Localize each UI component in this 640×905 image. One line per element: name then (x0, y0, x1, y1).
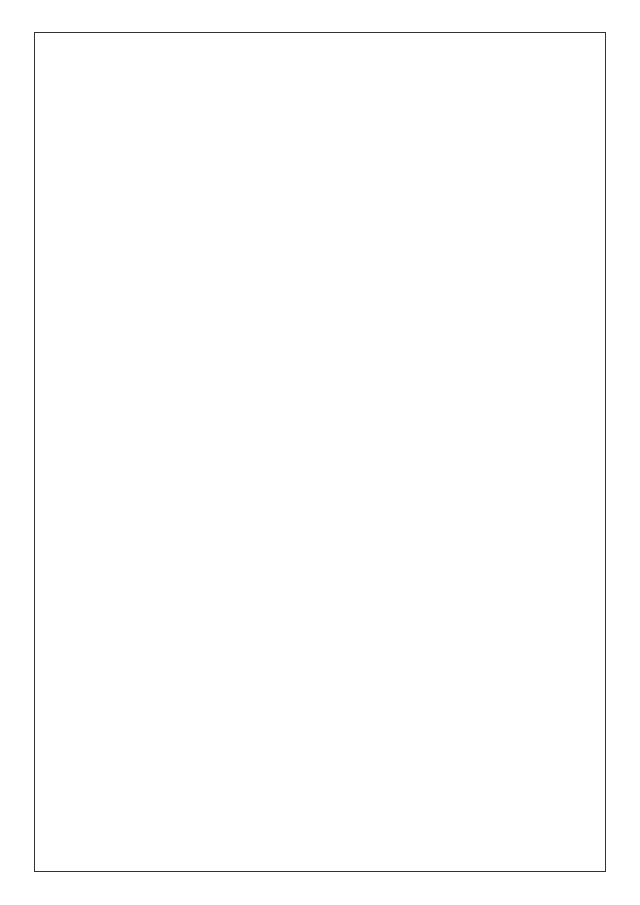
document-table (34, 32, 606, 872)
